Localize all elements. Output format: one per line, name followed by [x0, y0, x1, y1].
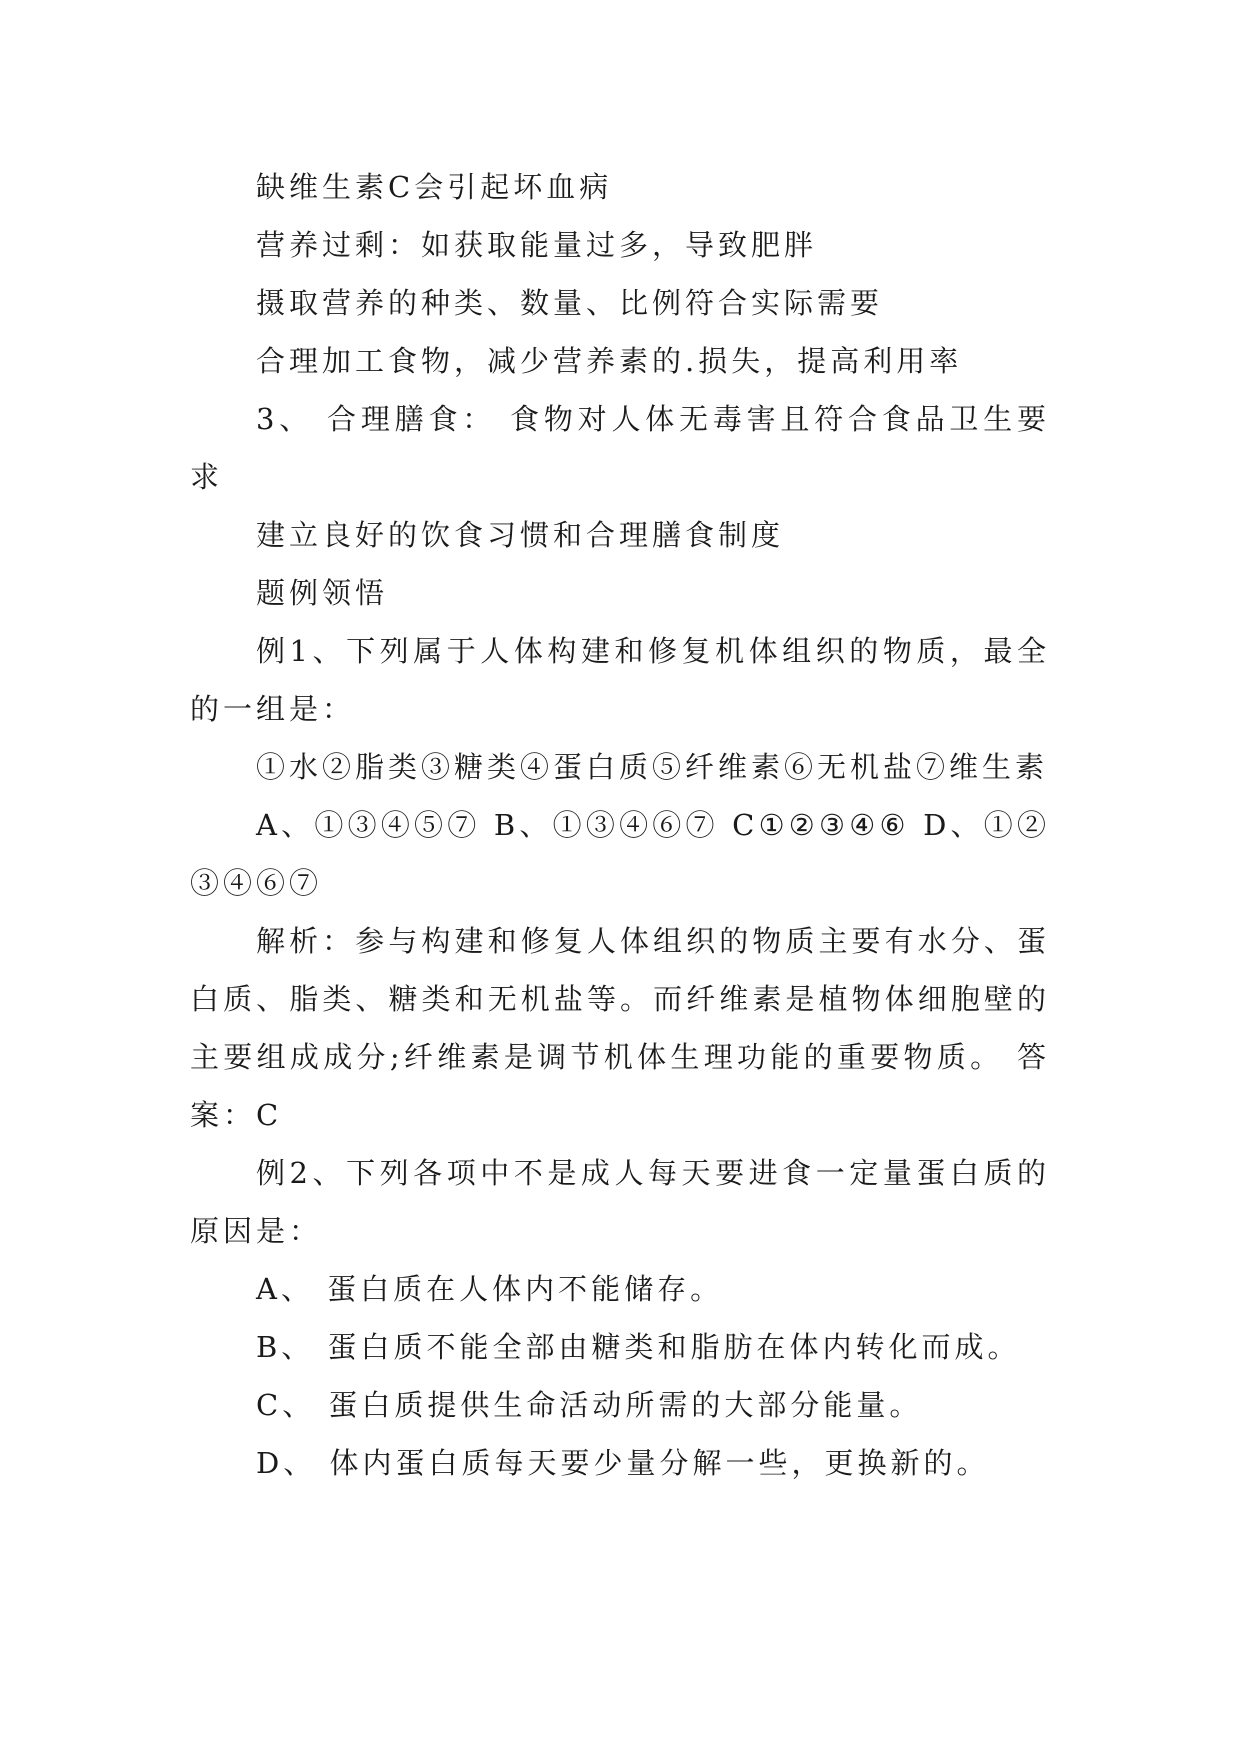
example-2-option-b: B、 蛋白质不能全部由糖类和脂肪在体内转化而成。 — [256, 1330, 1021, 1364]
example-1-question: 例1、下列属于人体构建和修复机体组织的物质，最全的一组是： — [190, 634, 1050, 726]
paragraph-food-processing: 合理加工食物，减少营养素的.损失，提高利用率 — [256, 344, 963, 378]
example-2-option-d: D、 体内蛋白质每天要少量分解一些，更换新的。 — [256, 1446, 990, 1480]
paragraph-eating-habits: 建立良好的饮食习惯和合理膳食制度 — [256, 518, 785, 552]
example-1-items: ①水②脂类③糖类④蛋白质⑤纤维素⑥无机盐⑦维生素 — [256, 750, 1049, 784]
example-2-question: 例2、下列各项中不是成人每天要进食一定量蛋白质的原因是： — [190, 1156, 1050, 1248]
example-1-analysis: 解析：参与构建和修复人体组织的物质主要有水分、蛋白质、脂类、糖类和无机盐等。而纤维素是植物体细胞壁的主要组成成分;纤维素是调节机体生理功能的重要物质。 答案：C — [190, 924, 1050, 1132]
paragraph-vitamin-c: 缺维生素C会引起坏血病 — [256, 170, 613, 204]
example-1-options: A、①③④⑤⑦ B、①③④⑥⑦ C①②③④⑥ D、①②③④⑥⑦ — [190, 808, 1050, 900]
paragraph-overnutrition: 营养过剩：如获取能量过多，导致肥胖 — [256, 228, 818, 262]
example-2-option-c: C、 蛋白质提供生命活动所需的大部分能量。 — [256, 1388, 923, 1422]
section-heading-examples: 题例领悟 — [256, 576, 389, 610]
example-2-option-a: A、 蛋白质在人体内不能储存。 — [256, 1272, 724, 1306]
paragraph-balanced-diet: 3、 合理膳食： 食物对人体无毒害且符合食品卫生要求 — [190, 402, 1050, 494]
document-body — [190, 158, 1050, 1492]
paragraph-nutrient-ratio: 摄取营养的种类、数量、比例符合实际需要 — [256, 286, 884, 320]
